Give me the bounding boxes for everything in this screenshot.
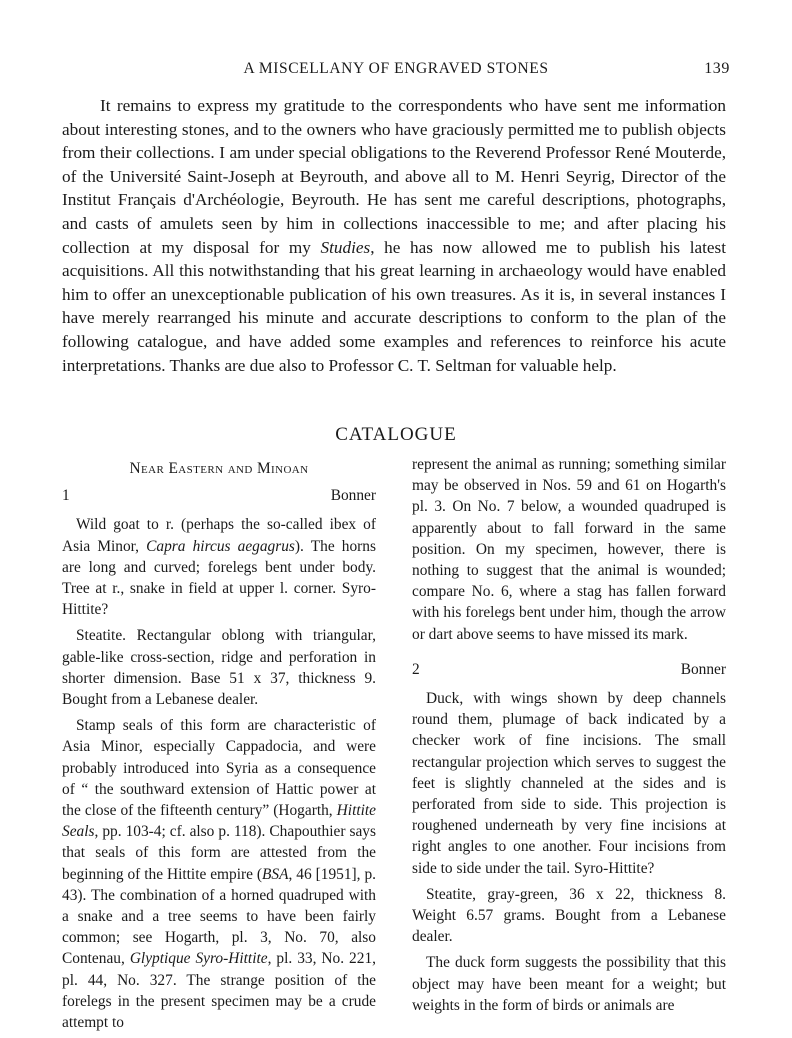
entry-1-heading xyxy=(62,485,376,506)
entry-1-desc-a: Wild goat to r. (perhaps the so-called ibex of Asia Minor, xyxy=(62,516,376,555)
entry-1-continuation: represent the animal as running; something similar may be observed in Nos. 59 and 61 on Hogarth's pl. 3. On No. 7 below, a wounded quadruped is apparently about to fall forward in the same position. On my specimen, however, there is nothing to suggest that the animal is wounded; compare No. 6, where a stag has fallen forward with his forelegs bent under him, though the arrow or dart above seems to have missed its mark. xyxy=(412,456,726,643)
comm-hittite-seals: Hittite Seals xyxy=(62,802,376,841)
intro-text-b: , he has now allowed me to publish his latest acquisitions. All this notwithstanding that his great learning in archaeology would have enabled him to offer an unexceptionable publication of his own treasures. As it is, in several instances I have merely rearranged his minute and accurate descriptions to conform to the plan of the following catalogue, and have added some examples and references to reinforce his acute interpretations. Thanks are due also to Professor C. T. Seltman for valuable help. xyxy=(62,237,727,375)
intro-studies: Studies xyxy=(320,237,371,257)
running-title: A MISCELLANY OF ENGRAVED STONES xyxy=(243,60,549,77)
comm-d: , pl. 33, No. 221, pl. 44, No. 327. The strange position of the forelegs in the present specimen may be a crude attempt to xyxy=(62,950,376,1032)
catalogue-heading: CATALOGUE xyxy=(335,424,457,445)
entry-2-owner: Bonner xyxy=(680,660,726,678)
comm-a: Stamp seals of this form are characteristic of Asia Minor, especially Cappadocia, and were probably introduced into Syria as a consequence of “ the southward extension of Hattic power at the close of the fifteenth century” (Hogarth, xyxy=(62,717,376,820)
entry-1-desc-b: ). The horns are long and curved; forelegs bent under body. Tree at r., snake in field at upper l. corner. Syro-Hittite? xyxy=(62,537,376,619)
comm-c: , 46 [1951], p. 43). The combination of a horned quadruped with a snake and a tree seems to have been fairly common; see Hogarth, pl. 3, No. 70, also Contenau, xyxy=(62,865,376,968)
intro-text-a: It remains to express my gratitude to the correspondents who have sent me information about interesting stones, and to the owners who have graciously permitted me to publish objects from their collections. I am under special obligations to the Reverend Professor René Mouterde, of the Université Saint-Joseph at Beyrouth, and above all to M. Henri Seyrig, Director of the Institut Français d'Archéologie, Beyrouth. He has sent me careful descriptions, photographs, and casts of amulets seen by him in collections inaccessible to me; and after placing his collection at my disposal for my xyxy=(62,96,726,257)
entry-2-description: Duck, with wings shown by deep channels round them, plumage of back indicated by a checker work of fine incisions. The small rectangular projection which serves to suggest the feet is slightly channeled at the sides and is perforated from side to side. This projection is roughened underneath by very fine incisions at right angles to one another. Four incisions from side to side under the tail. Syro-Hittite? xyxy=(412,690,726,877)
entry-2-number: 2 xyxy=(412,660,420,678)
section-heading: Near Eastern and Minoan xyxy=(129,460,309,477)
intro-paragraph xyxy=(62,94,726,377)
entry-1-commentary xyxy=(62,715,376,1033)
entry-2-commentary: The duck form suggests the possibility that this object may have been meant for a weight; but weights in the form of birds or animals are xyxy=(412,954,726,1014)
entry-1-material: Steatite. Rectangular oblong with triangular, gable-like cross-section, ridge and perforation in shorter dimension. Base 51 x 37, thickness 9. Bought from a Lebanese dealer. xyxy=(62,627,376,709)
left-column xyxy=(62,454,376,1038)
entry-2-heading xyxy=(412,659,726,680)
running-head xyxy=(62,60,730,82)
comm-b: , pp. 103-4; cf. also p. 118). Chapouthier says that seals of this form are attested from the beginning of the Hittite empire ( xyxy=(62,823,376,883)
entry-2-material: Steatite, gray-green, 36 x 22, thickness 8. Weight 6.57 grams. Bought from a Lebanese dealer. xyxy=(412,885,726,946)
entry-1-species: Capra hircus aegagrus xyxy=(146,537,295,555)
comm-bsa: BSA xyxy=(262,865,289,883)
comm-glyptique: Glyptique Syro-Hittite xyxy=(129,950,268,968)
entry-1-description xyxy=(62,514,376,620)
right-column xyxy=(412,454,726,1021)
page-number: 139 xyxy=(704,60,730,77)
entry-1-owner: Bonner xyxy=(330,487,376,505)
entry-1-number: 1 xyxy=(62,487,70,505)
